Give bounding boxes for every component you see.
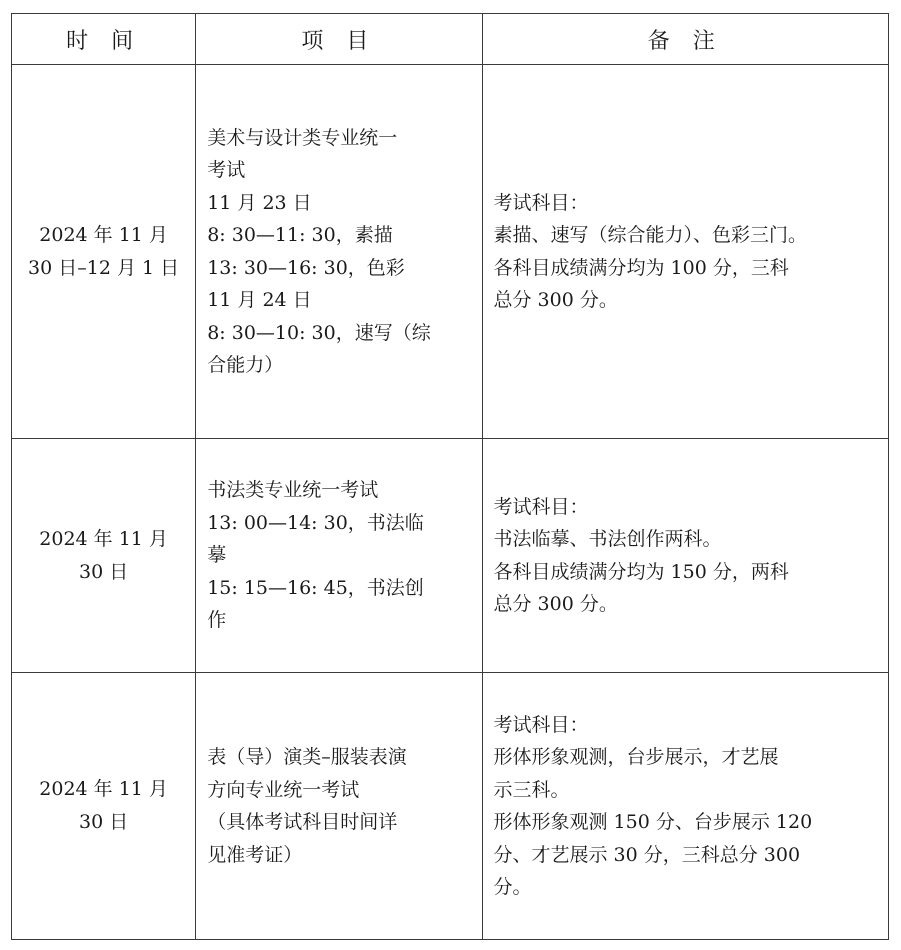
item-line: 考试 [207,159,246,181]
note-cell [482,439,888,673]
note-cell [482,65,888,439]
item-line: 书法类专业统一考试 [207,479,379,502]
time-cell [12,65,196,439]
item-cell [196,673,482,940]
note-cell [482,673,888,940]
time-line: 30 日 [78,811,129,833]
time-line: 30 日 [78,560,129,583]
note-line: 形体形象观测 150 分、台步展示 120 [493,811,813,833]
note-line: 书法临摹、书法创作两科。 [493,528,722,550]
header-item: 项 目 [196,14,482,65]
item-cell [196,65,482,439]
time-cell [12,673,196,940]
note-line: 各科目成绩满分均为 150 分，两科 [493,560,789,583]
note-line: 分。 [493,876,532,898]
time-cell [12,439,196,673]
time-line: 30 日–12 月 1 日 [28,256,180,279]
item-line: 11 月 23 日 [207,191,312,214]
table-row [12,439,889,673]
item-line: 8: 30—11: 30，素描 [207,224,393,246]
item-line: 13: 00—14: 30，书法临 [207,511,424,534]
item-line: 15: 15—16: 45，书法创 [207,576,424,599]
time-line: 2024 年 11 月 [39,527,168,550]
note-line: 总分 300 分。 [493,289,618,311]
item-cell [196,439,482,673]
note-line: 分、才艺展示 30 分，三科总分 300 [493,843,801,866]
item-line: 合能力） [207,354,284,376]
time-line: 2024 年 11 月 [39,778,168,800]
item-line: 方向专业统一考试 [207,778,360,801]
note-line: 总分 300 分。 [493,593,618,615]
item-line: 8: 30—10: 30，速写（综 [207,321,431,344]
note-line: 各科目成绩满分均为 100 分，三科 [493,256,789,279]
note-line: 考试科目： [493,191,589,214]
item-line: 美术与设计类专业统一 [207,126,398,149]
exam-schedule-table [11,13,889,940]
item-line: 11 月 24 日 [207,289,312,311]
item-line: 见准考证） [207,843,303,866]
table-row [12,65,889,439]
note-line: 考试科目： [493,495,589,518]
note-line: 示三科。 [493,778,570,801]
note-line: 形体形象观测，台步展示，才艺展 [493,746,779,768]
item-line: 作 [207,609,227,632]
header-note: 备 注 [482,14,888,65]
header-row [12,14,889,65]
note-line: 考试科目： [493,713,589,736]
item-line: 表（导）演类–服装表演 [207,746,407,768]
time-line: 2024 年 11 月 [39,223,168,246]
header-time: 时 间 [12,14,196,65]
table-row [12,673,889,940]
item-line: （具体考试科目时间详 [207,811,398,833]
note-line: 素描、速写（综合能力）、色彩三门。 [493,224,808,246]
item-line: 13: 30—16: 30，色彩 [207,256,405,279]
item-line: 摹 [207,544,227,567]
